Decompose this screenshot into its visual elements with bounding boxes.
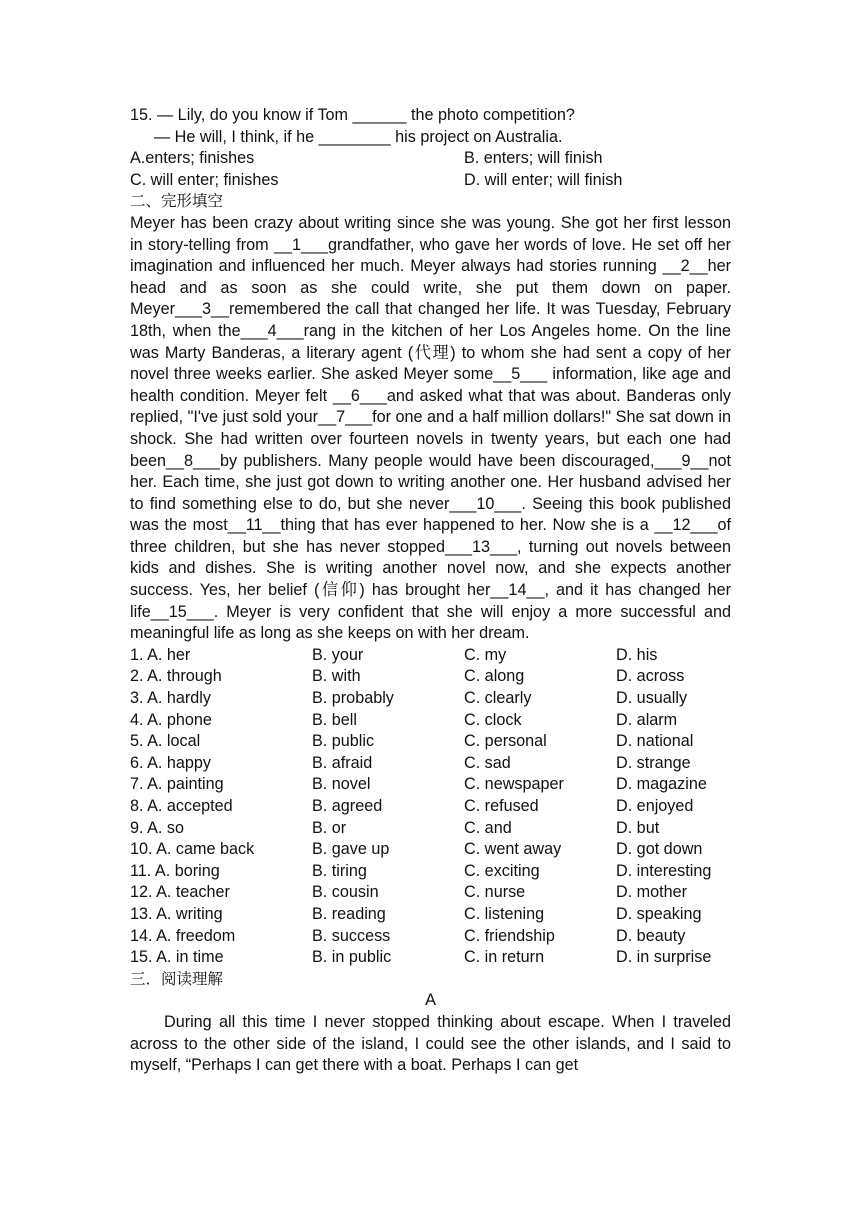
option-b: B. probably [312, 689, 394, 708]
cloze-option-row [130, 796, 731, 818]
option-a: 8. A. accepted [130, 797, 233, 815]
cloze-option-row [130, 688, 731, 710]
option-c: C. exciting [464, 861, 540, 880]
option-b: B. or [312, 818, 347, 837]
option-d: D. interesting [616, 861, 712, 880]
option-a: 11. A. boring [130, 861, 220, 880]
option-d: D. enjoyed [616, 797, 694, 815]
option-b: B. public [312, 732, 375, 751]
cloze-options-list [130, 645, 731, 969]
option-d: D. usually [616, 689, 688, 708]
question-15-line-1: 15. — Lily, do you know if Tom ______ the photo competition? [130, 106, 575, 124]
option-d: D. across [616, 667, 685, 686]
option-c: C. in return [464, 948, 545, 967]
option-d: D. got down [616, 840, 703, 859]
option-d: D. beauty [616, 926, 686, 945]
option-c: C. along [464, 667, 525, 686]
option-b: B. enters; will finish [464, 149, 603, 168]
option-c: C. and [464, 818, 512, 837]
option-c: C. sad [464, 753, 511, 772]
cloze-option-row [130, 818, 731, 840]
option-d: D. but [616, 818, 660, 837]
option-d: D. his [616, 645, 658, 664]
cloze-option-row [130, 926, 731, 948]
section-3-title: 三．阅读理解 [130, 969, 224, 988]
option-d: D. alarm [616, 710, 678, 729]
option-d: D. mother [616, 883, 688, 902]
option-b: B. tiring [312, 861, 367, 880]
option-c: C. went away [464, 840, 562, 859]
option-c: C. will enter; finishes [130, 170, 279, 189]
option-a: 13. A. writing [130, 904, 223, 923]
cloze-option-row [130, 839, 731, 861]
option-a: 5. A. local [130, 732, 201, 751]
cloze-option-row [130, 666, 731, 688]
option-b: B. afraid [312, 753, 373, 772]
option-a: 15. A. in time [130, 948, 224, 967]
exam-page [130, 105, 731, 1077]
option-c: C. friendship [464, 926, 555, 945]
option-c: C. clock [464, 710, 522, 729]
cloze-passage-text: Meyer has been crazy about writing since she was young. She got her first lesson in story-telling from __1___grandfather, who gave her words of love. He set off her imagination and influenced her much. Meyer always had stories running __2__her head and as soon as she could write, she put them down on paper. Meyer___3__remembered the call that changed her life. It was Tuesday, February 18th, when the___4___rang in the kitchen of her Los Angeles home. On the line was Marty Banderas, a literary agent (代理) to whom she had sent a copy of her novel three weeks earlier. She asked Meyer some__5___ information, like age and health condition. Meyer felt __6___and asked what that was about. Banderas only replied, "I've just sold your__7___for one and a half million dollars!" She sat down in shock. She had written over fourteen novels in twenty years, but each one had been__8___by publishers. Many people would have been discouraged,___9__not her. Each time, she just got down to writing another one. Her husband advised her to find something else to do, but she never___10___. Seeing this book published was the most__11__thing that has ever happened to her. Now she is a __12___of three children, but she has never stopped___13___, turning out novels between kids and dishes. She is writing another novel now, and she expects another success. Yes, her belief (信仰) has brought her__14__, and it has changed her life__15___. Meyer is very confident that she will enjoy a more successful and meaningful life as long as she keeps on with her dream. [130, 213, 731, 643]
option-a: 10. A. came back [130, 840, 255, 859]
cloze-option-row [130, 882, 731, 904]
option-d: D. strange [616, 753, 691, 772]
option-b: B. cousin [312, 883, 379, 902]
option-b: B. in public [312, 948, 392, 967]
option-d: D. magazine [616, 775, 707, 794]
option-a: A.enters; finishes [130, 149, 255, 168]
option-c: C. clearly [464, 689, 532, 708]
question-15-options-row [130, 170, 731, 192]
option-d: D. in surprise [616, 948, 712, 967]
option-c: C. newspaper [464, 775, 564, 794]
option-c: C. listening [464, 904, 545, 923]
question-15-line-2: — He will, I think, if he ________ his project on Australia. [154, 127, 563, 146]
option-d: D. speaking [616, 904, 702, 923]
option-b: B. agreed [312, 797, 383, 815]
cloze-option-row [130, 904, 731, 926]
option-d: D. national [616, 732, 694, 751]
option-c: C. refused [464, 797, 539, 815]
passage-a-text: During all this time I never stopped thinking about escape. When I traveled across to the other side of the island, I could see the other islands, and I said to myself, “Perhaps I can get there with a boat. Perhaps I can get [130, 1012, 731, 1075]
cloze-option-row [130, 774, 731, 796]
option-d: D. will enter; will finish [464, 170, 623, 189]
cloze-option-row [130, 861, 731, 883]
option-c: C. my [464, 645, 507, 664]
option-a: 6. A. happy [130, 753, 212, 772]
passage-a-label: A [425, 991, 436, 1010]
option-a: 3. A. hardly [130, 689, 211, 708]
option-a: 14. A. freedom [130, 926, 236, 945]
option-a: 1. A. her [130, 645, 191, 664]
question-15-options-row [130, 148, 731, 170]
option-b: B. with [312, 667, 361, 686]
option-c: C. nurse [464, 883, 526, 902]
cloze-option-row [130, 710, 731, 732]
cloze-option-row [130, 947, 731, 969]
option-a: 12. A. teacher [130, 883, 230, 902]
cloze-passage [130, 213, 731, 645]
cloze-option-row [130, 753, 731, 775]
cloze-option-row [130, 731, 731, 753]
option-a: 2. A. through [130, 667, 222, 686]
option-b: B. bell [312, 710, 357, 729]
option-b: B. novel [312, 775, 371, 794]
option-a: 4. A. phone [130, 710, 212, 729]
option-b: B. reading [312, 904, 386, 923]
section-2-title: 二、完形填空 [130, 192, 224, 211]
option-a: 7. A. painting [130, 775, 224, 794]
option-b: B. gave up [312, 840, 390, 859]
cloze-option-row [130, 645, 731, 667]
option-a: 9. A. so [130, 818, 184, 837]
option-b: B. your [312, 645, 364, 664]
option-b: B. success [312, 926, 391, 945]
option-c: C. personal [464, 732, 547, 751]
